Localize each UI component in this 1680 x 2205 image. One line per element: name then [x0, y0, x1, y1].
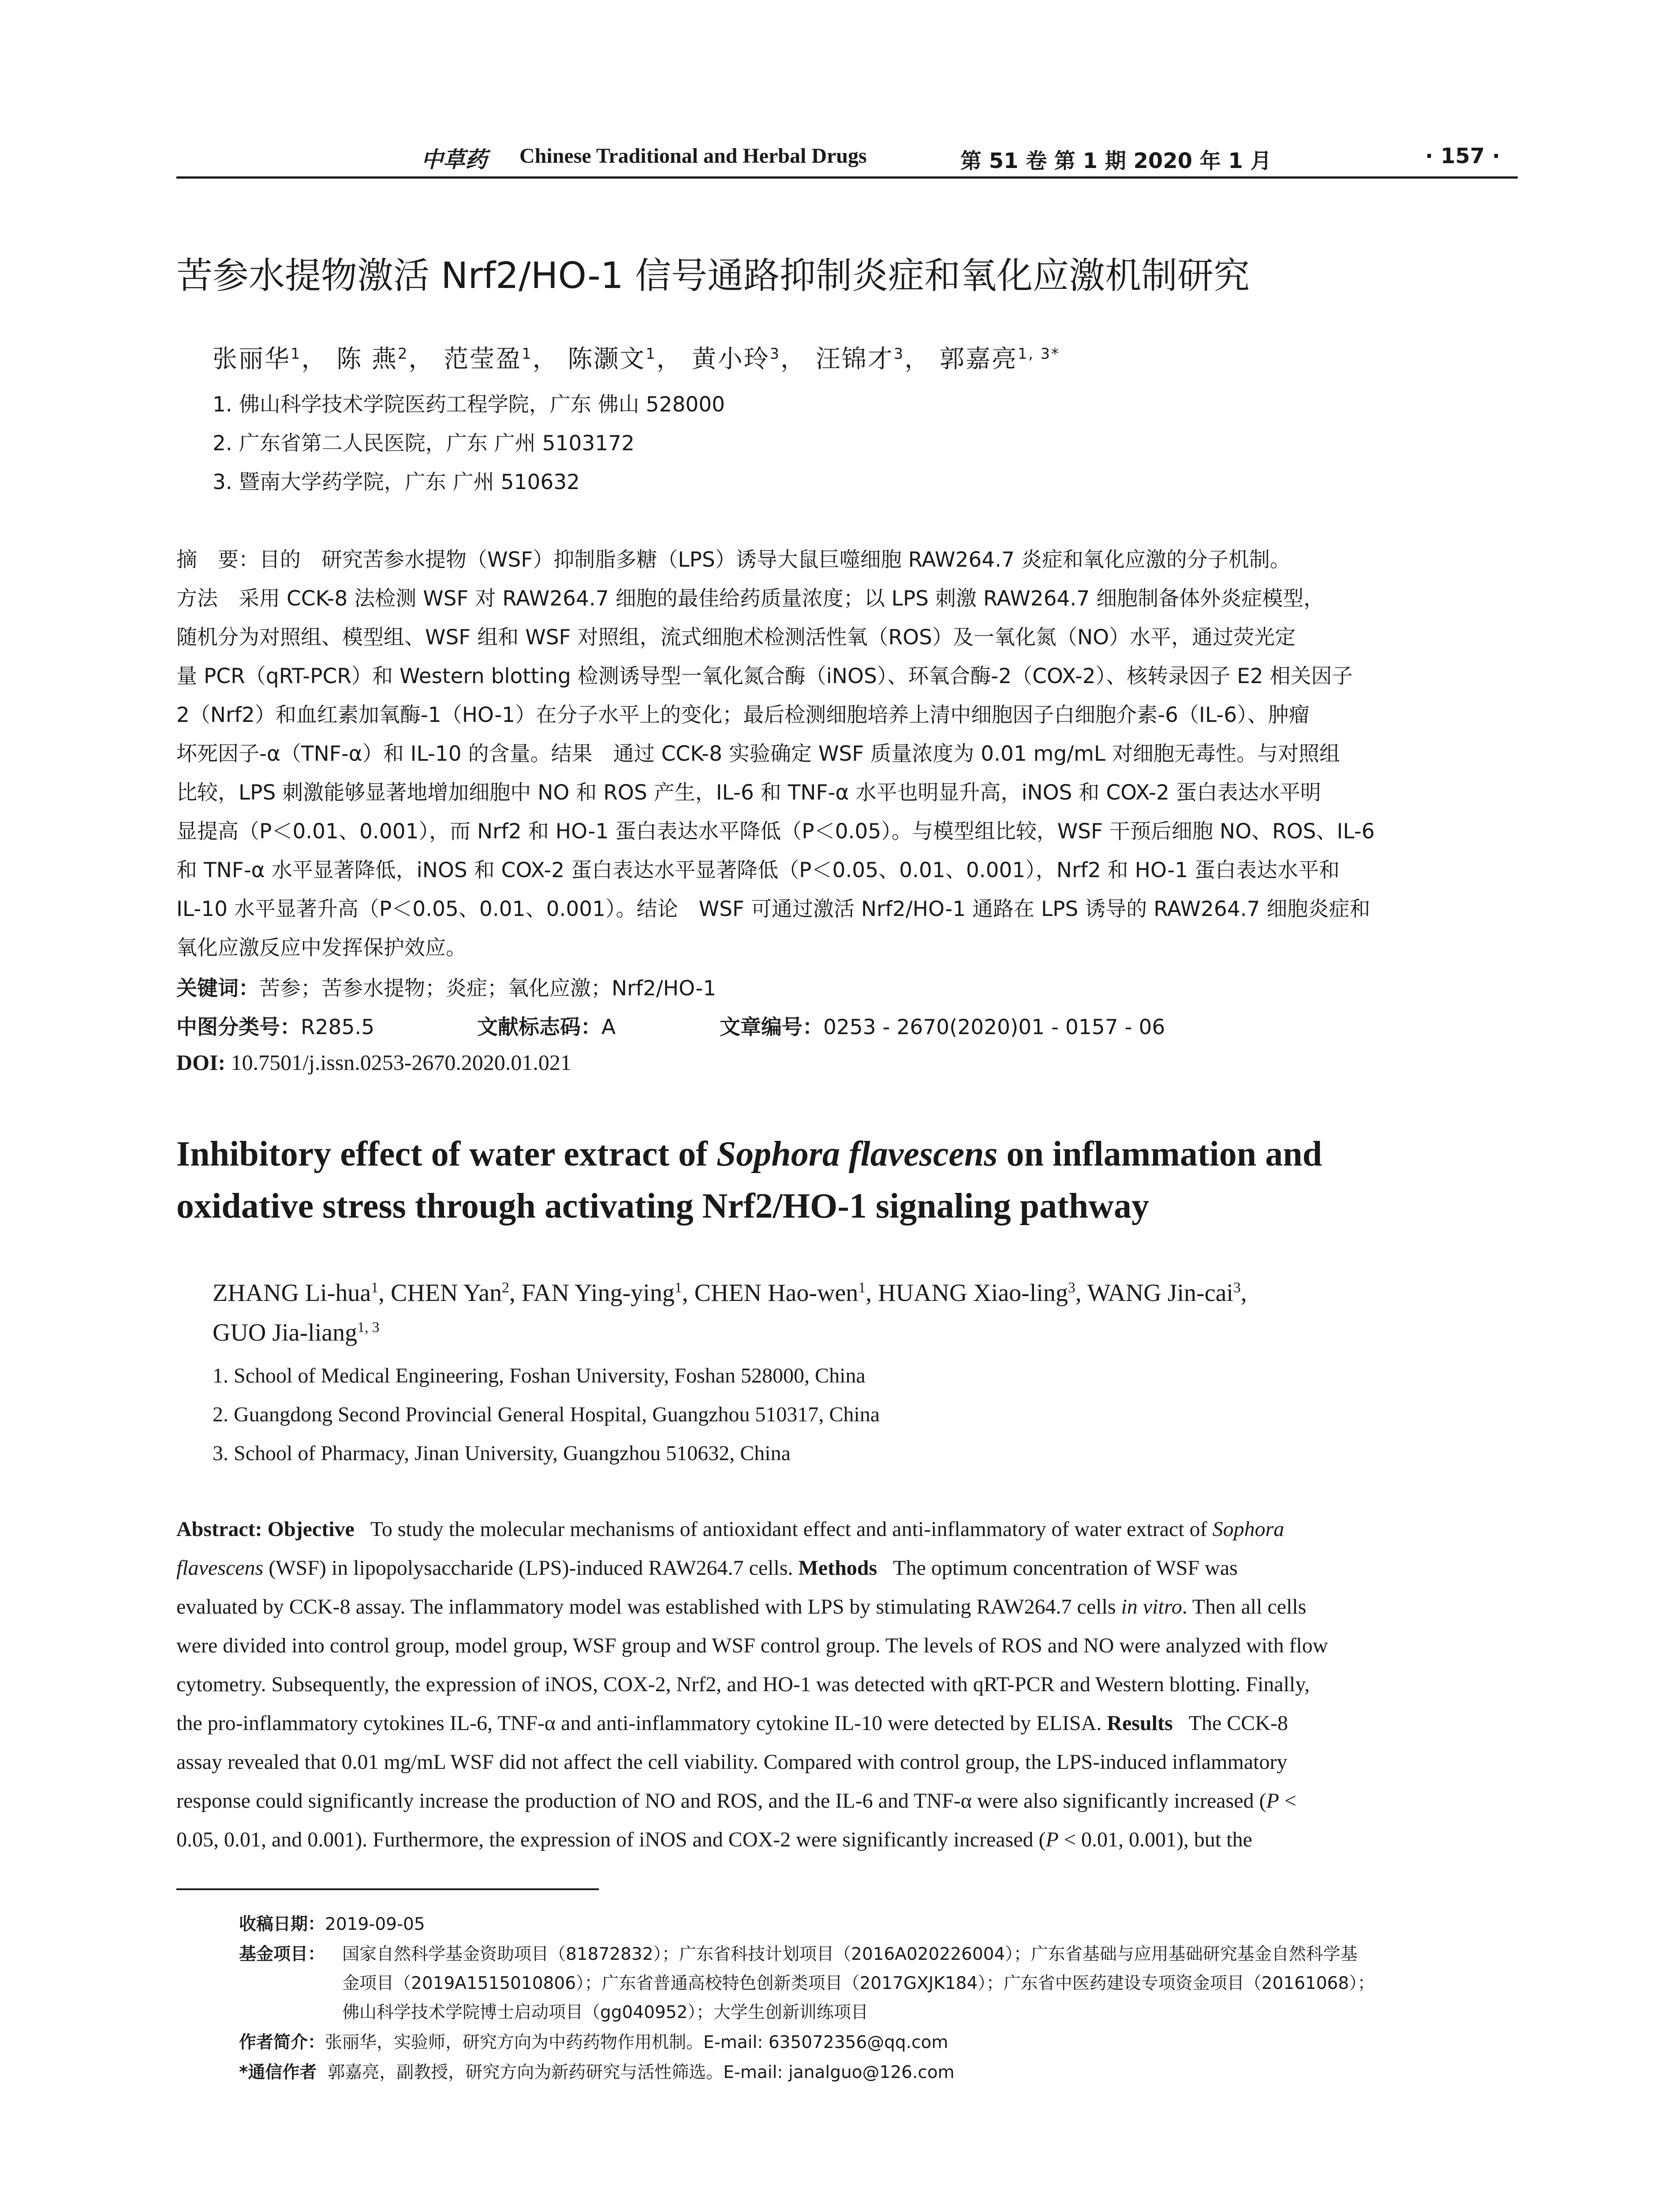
abstract-text: . Then all cells [1182, 1595, 1307, 1618]
author-sup: 1 [858, 1279, 866, 1296]
fund-line: 国家自然科学基金资助项目（81872832）；广东省科技计划项目（2016A020226004）；广东省基础与应用基础研究基金自然科学基 [342, 1944, 1358, 1964]
keywords-cn [176, 972, 716, 1002]
received-label: 收稿日期： [239, 1914, 325, 1934]
author-note-value: 张丽华，实验师，研究方向为中药药物作用机制。E-mail: 635072356@qq.com [325, 2033, 948, 2052]
abstract-en-line [176, 1556, 1238, 1580]
journal-issue: 第 51 卷 第 1 期 2020 年 1 月 [960, 149, 1272, 173]
fund-label-text: 基金项目： [239, 1944, 325, 1964]
author-sup: 1 [646, 345, 657, 363]
abstract-text: To study the molecular mechanisms of antioxidant effect and anti-inflammatory of water extract of [370, 1517, 1207, 1541]
abstract-en-line [176, 1517, 1284, 1541]
article-no-value: 0253 - 2670(2020)01 - 0157 - 06 [823, 1015, 1165, 1039]
abstract-en-line [176, 1711, 1288, 1735]
doc-code-line [477, 1011, 616, 1040]
correspondence-note [239, 2059, 955, 2083]
abstract-cn-line: 氧化应激反应中发挥保护效应。 [176, 936, 467, 960]
author-en: ZHANG Li-hua [213, 1279, 371, 1307]
abstract-cn-line: 和 TNF-α 水平显著降低，iNOS 和 COX-2 蛋白表达水平显著降低（P＜0.05、0.01、0.001），Nrf2 和 HO-1 蛋白表达水平和 [176, 858, 1340, 882]
author-sup: 1 [371, 1279, 379, 1296]
keywords-value: 苦参；苦参水提物；炎症；氧化应激；Nrf2/HO-1 [259, 976, 717, 1001]
abstract-text: < 0.01, 0.001), but the [1058, 1828, 1252, 1851]
abstract-en-line: were divided into control group, model group, WSF group and WSF control group. The levels of ROS and NO were analyzed with flow [176, 1634, 1328, 1657]
title-cn: 苦参水提物激活 Nrf2/HO-1 信号通路抑制炎症和氧化应激机制研究 [176, 255, 1250, 297]
author-cn: 郭嘉亮 [939, 345, 1018, 374]
affiliation-en: 3. School of Pharmacy, Jinan University, Guangzhou 510632, China [213, 1442, 791, 1465]
abstract-italic: in vitro [1121, 1595, 1182, 1618]
abstract-objective-label: Abstract: Objective [176, 1517, 355, 1541]
abstract-cn-line: IL-10 水平显著升高（P＜0.05、0.01、0.001）。结论 WSF 可通过激活 Nrf2/HO-1 通路在 LPS 诱导的 RAW264.7 细胞炎症和 [176, 897, 1370, 921]
author-sup: 2 [398, 345, 409, 363]
header-rule [176, 176, 1518, 179]
abstract-cn-line: 随机分为对照组、模型组、WSF 组和 WSF 对照组，流式细胞术检测活性氧（ROS）及一氧化氮（NO）水平，通过荧光定 [176, 625, 1296, 650]
clc-label: 中图分类号： [176, 1015, 301, 1039]
doi-value: 10.7501/j.issn.0253-2670.2020.01.021 [231, 1050, 571, 1075]
abstract-text: < [1279, 1789, 1296, 1813]
author-en: CHEN Hao-wen [694, 1279, 859, 1307]
authors-cn: 张丽华$^1$， 陈 燕$^2$， 范莹盈$^1$， 陈灏文$^1$， 黄小玲$^3$， 汪锦才$^3$， 郭嘉亮$^{1, 3*}$ [213, 345, 1060, 374]
fund-line: 佛山科学技术学院博士启动项目（gg040952）；大学生创新训练项目 [342, 2003, 868, 2022]
abstract-en-line [176, 1789, 1296, 1813]
species-name: Sophora flavescens [716, 1135, 998, 1174]
author-sup: 1 [674, 1279, 682, 1296]
abstract-text: The optimum concentration of WSF was [893, 1556, 1238, 1580]
abstract-cn-line: 比较，LPS 刺激能够显著地增加细胞中 NO 和 ROS 产生，IL-6 和 TNF-α 水平也明显升高，iNOS 和 COX-2 蛋白表达水平明 [176, 781, 1321, 805]
article-no-line [720, 1011, 1165, 1040]
doc-code-value: A [601, 1015, 616, 1039]
footnote-rule [176, 1888, 599, 1890]
species-name: Sophora [1212, 1517, 1284, 1541]
author-note [239, 2029, 948, 2053]
abstract-italic: P [1045, 1828, 1059, 1851]
page-number: · 157 · [1425, 144, 1501, 168]
author-cn: 张丽华 [213, 345, 291, 374]
author-en: GUO Jia-liang [213, 1319, 358, 1346]
species-name: flavescens [176, 1556, 264, 1580]
article-no-label: 文章编号： [720, 1015, 823, 1039]
received-date [239, 1910, 425, 1935]
author-note-label: 作者简介： [239, 2033, 325, 2052]
abstract-en-line: cytometry. Subsequently, the expression of iNOS, COX-2, Nrf2, and HO-1 was detected with qRT-PCR and Western blotting. Finally, [176, 1673, 1310, 1696]
abstract-cn-line: 坏死因子-α（TNF-α）和 IL-10 的含量。结果 通过 CCK-8 实验确定 WSF 质量浓度为 0.01 mg/mL 对细胞无毒性。与对照组 [176, 742, 1340, 766]
affiliation-cn: 3. 暨南大学药学院，广东 广州 510632 [213, 470, 580, 494]
author-sup: 1 [522, 345, 533, 363]
fund-line: 金项目（2019A1515010806）；广东省普通高校特色创新类项目（2017GXJK184）；广东省中医药建设专项资金项目（20161068）； [342, 1973, 1375, 1993]
correspondence-value: 郭嘉亮，副教授，研究方向为新药研究与活性筛选。E-mail: janalguo@126.com [328, 2063, 955, 2082]
affiliation-en: 2. Guangdong Second Provincial General Hospital, Guangzhou 510317, China [213, 1403, 880, 1426]
journal-logo-cn: 中草药 [421, 147, 487, 172]
abstract-cn-line: 摘 要：目的 研究苦参水提物（WSF）抑制脂多糖（LPS）诱导大鼠巨噬细胞 RAW264.7 炎症和氧化应激的分子机制。 [176, 548, 1291, 572]
abstract-en-line [176, 1595, 1306, 1619]
abstract-methods-label: Methods [798, 1556, 877, 1580]
abstract-text: evaluated by CCK-8 assay. The inflammatory model was established with LPS by stimulating RAW264.7 cells [176, 1595, 1121, 1618]
abstract-text: 0.05, 0.01, and 0.001). Furthermore, the expression of iNOS and COX-2 were significantly increased ( [176, 1828, 1046, 1851]
received-value: 2019-09-05 [325, 1914, 425, 1934]
author-en: CHEN Yan [391, 1279, 502, 1307]
title-en-line-2: oxidative stress through activating Nrf2/HO-1 signaling pathway [176, 1187, 1150, 1226]
affiliation-cn: 1. 佛山科学技术学院医药工程学院，广东 佛山 528000 [213, 392, 725, 417]
abstract-text: The CCK-8 [1188, 1712, 1288, 1735]
fund-label [239, 1940, 325, 1965]
title-en [176, 1134, 1322, 1174]
author-sup: 1, 3* [1017, 345, 1060, 363]
author-cn: 范莹盈 [444, 345, 522, 374]
author-sup: 3 [1233, 1279, 1241, 1296]
author-cn: 陈灏文 [567, 345, 646, 374]
author-en: FAN Ying-ying [521, 1279, 675, 1307]
correspondence-label: *通信作者 [239, 2063, 317, 2082]
doi-label: DOI: [176, 1050, 226, 1075]
author-en: WANG Jin-cai [1087, 1279, 1233, 1307]
author-sup: 2 [502, 1279, 509, 1296]
abstract-italic: P [1266, 1789, 1279, 1813]
author-cn: 陈 燕 [336, 345, 398, 374]
doc-code-label: 文献标志码： [477, 1015, 601, 1039]
title-en-part: on inflammation and [997, 1135, 1322, 1174]
affiliation-en: 1. School of Medical Engineering, Foshan University, Foshan 528000, China [213, 1364, 866, 1387]
author-sup: 3 [1068, 1279, 1075, 1296]
author-cn: 汪锦才 [815, 345, 894, 374]
title-en-part: Inhibitory effect of water extract of [176, 1135, 717, 1174]
journal-name-en: Chinese Traditional and Herbal Drugs [519, 144, 867, 168]
clc-value: R285.5 [301, 1015, 375, 1039]
abstract-text: the pro-inflammatory cytokines IL-6, TNF-α and anti-inflammatory cytokine IL-10 were detected by ELISA. [176, 1712, 1107, 1735]
author-sup: 3 [893, 345, 905, 363]
affiliation-cn: 2. 广东省第二人民医院，广东 广州 5103172 [213, 431, 635, 456]
keywords-label: 关键词： [176, 976, 259, 1001]
abstract-cn-line: 2（Nrf2）和血红素加氧酶-1（HO-1）在分子水平上的变化；最后检测细胞培养上清中细胞因子白细胞介素-6（IL-6）、肿瘤 [176, 703, 1310, 727]
abstract-text: response could significantly increase the production of NO and ROS, and the IL-6 and TNF-α were also significantly increased ( [176, 1789, 1266, 1813]
abstract-en-line [176, 1828, 1252, 1852]
abstract-results-label: Results [1107, 1712, 1173, 1735]
doi-line [176, 1050, 571, 1075]
author-sup: 1, 3 [357, 1319, 380, 1336]
abstract-cn-line: 方法 采用 CCK-8 法检测 WSF 对 RAW264.7 细胞的最佳给药质量浓度；以 LPS 刺激 RAW264.7 细胞制备体外炎症模型， [176, 587, 1325, 611]
abstract-cn-line: 显提高（P＜0.01、0.001），而 Nrf2 和 HO-1 蛋白表达水平降低（P＜0.05）。与模型组比较，WSF 干预后细胞 NO、ROS、IL-6 [176, 819, 1375, 844]
author-sup: 1 [291, 345, 302, 363]
author-cn: 黄小玲 [691, 345, 770, 374]
authors-en-line-2 [213, 1319, 380, 1347]
abstract-en-line: assay revealed that 0.01 mg/mL WSF did not affect the cell viability. Compared with control group, the LPS-induced inflammatory [176, 1750, 1288, 1774]
abstract-cn-line: 量 PCR（qRT-PCR）和 Western blotting 检测诱导型一氧化氮合酶（iNOS）、环氧合酶-2（COX-2）、核转录因子 E2 相关因子 [176, 664, 1353, 688]
classification-line [176, 1011, 374, 1040]
author-sup: 3 [769, 345, 780, 363]
abstract-text: (WSF) in lipopolysaccharide (LPS)-induced RAW264.7 cells. [263, 1556, 799, 1580]
author-en: HUANG Xiao-ling [878, 1279, 1068, 1307]
authors-en: ZHANG Li-hua$^1$, CHEN Yan$^2$, FAN Ying-ying$^1$, CHEN Hao-wen$^1$, HUANG Xiao-ling$^3$, WANG Jin-cai$^3$, [213, 1279, 1247, 1307]
